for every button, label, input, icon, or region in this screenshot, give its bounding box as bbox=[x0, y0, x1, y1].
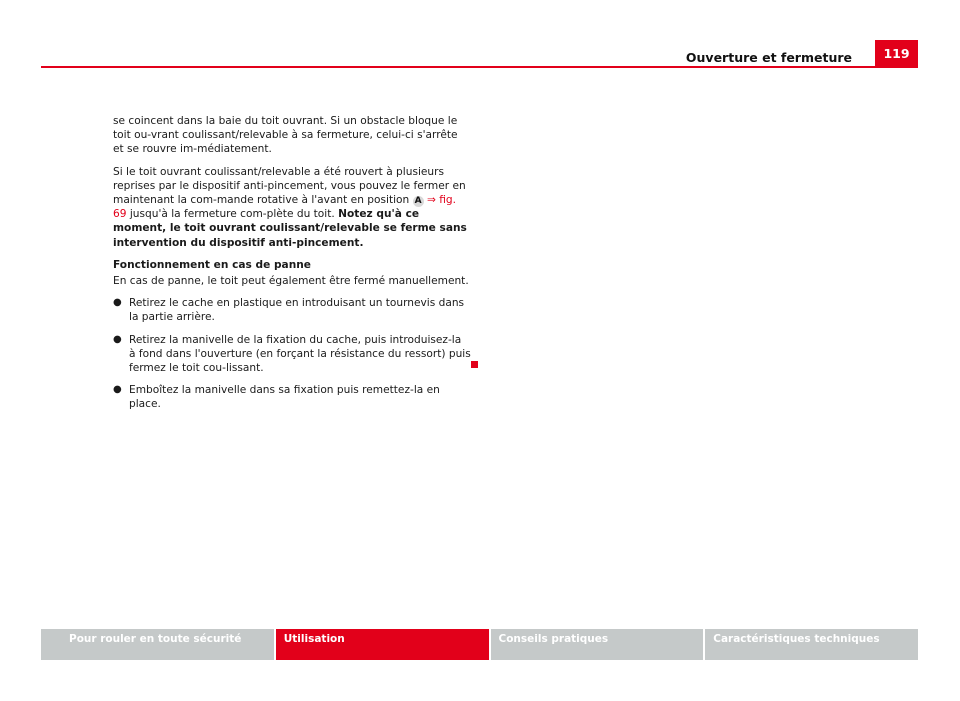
paragraph-2-bold-note: Notez qu'à ce moment, le toit ouvrant coulissant/relevable se ferme sans intervention du dispositif anti-pincement. bbox=[113, 208, 467, 249]
figure-reference-link[interactable]: ⇒ fig. 69 bbox=[113, 194, 456, 221]
list-item-text: Emboîtez la manivelle dans sa fixation puis remettez-la en place. bbox=[129, 384, 440, 411]
paragraph-3: En cas de panne, le toit peut également être fermé manuellement. bbox=[113, 275, 469, 288]
footer-tab-securite[interactable]: Pour rouler en toute sécurité bbox=[41, 629, 274, 660]
page-number: 119 bbox=[875, 40, 918, 67]
paragraph-2-text-a: Si le toit ouvrant coulissant/relevable a été rouvert à plusieurs reprises par le dispositif anti-pincement, vous pouvez le fermer en maintenant la com-mande rotative à l'avant en position bbox=[113, 165, 466, 207]
paragraph-2 bbox=[113, 165, 471, 250]
bullet-icon: ● bbox=[113, 384, 122, 396]
section-end-icon bbox=[471, 361, 478, 368]
list-item bbox=[113, 383, 471, 411]
subheading bbox=[113, 258, 471, 272]
list-item-text: Retirez la manivelle de la fixation du cache, puis introduisez-la à fond dans l'ouverture (en forçant la résistance du ressort) puis fermez le toit cou-lissant. bbox=[129, 333, 471, 375]
header-divider bbox=[41, 66, 918, 68]
list-item bbox=[113, 296, 471, 324]
footer-tab-utilisation[interactable]: Utilisation bbox=[276, 629, 489, 660]
paragraph-2-text-b: jusqu'à la fermeture com-plète du toit. bbox=[126, 208, 339, 221]
list-item-text: Retirez le cache en plastique en introduisant un tournevis dans la partie arrière. bbox=[129, 297, 465, 324]
footer-tab-caracteristiques[interactable]: Caractéristiques techniques bbox=[705, 629, 918, 660]
subheading-text: Fonctionnement en cas de panne bbox=[113, 258, 311, 271]
bullet-icon: ● bbox=[113, 333, 122, 345]
section-title: Ouverture et fermeture bbox=[685, 50, 852, 65]
paragraph-1: se coincent dans la baie du toit ouvrant. Si un obstacle bloque le toit ou-vrant coulissant/relevable à sa fermeture, celui-ci s'arrête et se rouvre im-médiatement. bbox=[113, 115, 458, 156]
position-a-badge: A bbox=[413, 196, 424, 207]
footer-navigation bbox=[41, 629, 918, 660]
body-text bbox=[113, 114, 471, 420]
bullet-icon: ● bbox=[113, 297, 122, 309]
footer-tab-conseils[interactable]: Conseils pratiques bbox=[491, 629, 704, 660]
list-item bbox=[113, 333, 471, 376]
